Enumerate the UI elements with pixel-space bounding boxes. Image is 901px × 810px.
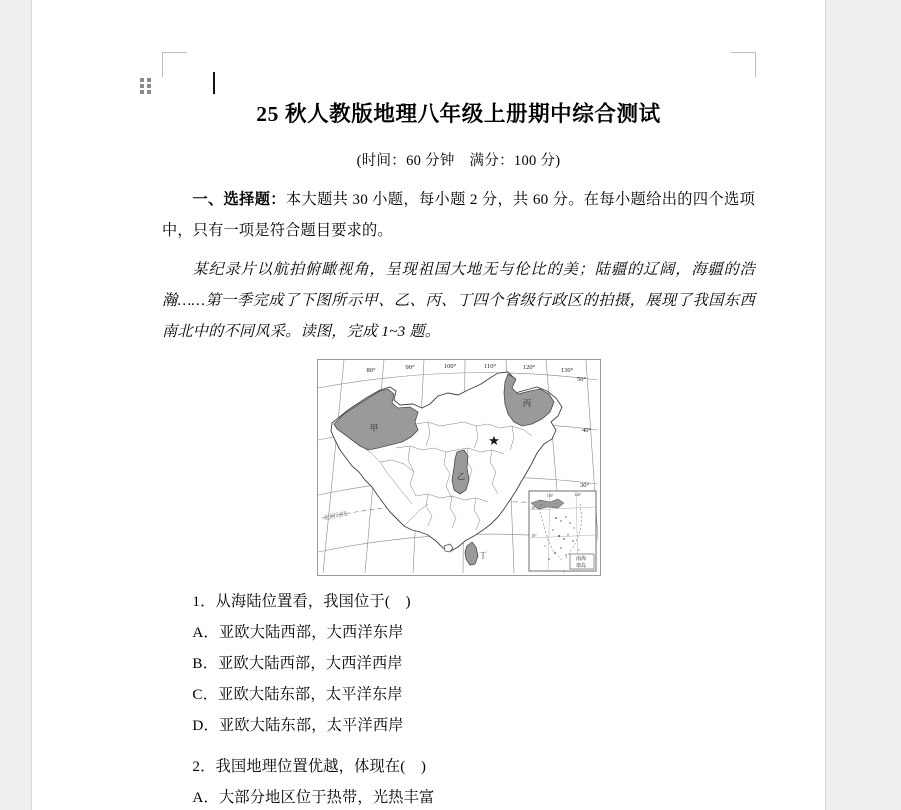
- region-label-jia: 甲: [369, 422, 378, 433]
- highlight-region-taiwan: [465, 542, 478, 565]
- section-one-paragraph: [162, 184, 755, 246]
- passage-paragraph: 某纪录片以航拍俯瞰视角，呈现祖国大地无与伦比的美；陆疆的辽阔，海疆的浩瀚……第一季完成了下图所示甲、乙、丙、丁四个省级行政区的拍摄，展现了我国东西南北中的不同风采。读图，完成 1~3 题。: [162, 260, 755, 340]
- svg-text:120°: 120°: [522, 363, 535, 371]
- tropic-of-cancer-label: 北回归线: [322, 511, 348, 522]
- inset-title-label-col2: 诸岛: [575, 563, 586, 569]
- question-2-text: 我国地理位置优越，体现在( ): [215, 757, 427, 775]
- section-one-label: 一、选择题：: [192, 190, 286, 208]
- question-1-number: 1．: [192, 592, 216, 610]
- question-1-option-a[interactable]: A．亚欧大陆西部，大西洋东岸: [192, 623, 404, 641]
- svg-text:50°: 50°: [576, 375, 586, 383]
- question-1-text: 从海陆位置看，我国位于( ): [215, 592, 411, 610]
- document-page[interactable]: [32, 0, 825, 810]
- region-label-ding: 丁: [478, 550, 487, 560]
- svg-text:130°: 130°: [560, 366, 573, 374]
- region-label-yi: 乙: [456, 471, 465, 481]
- page-title: 25 秋人教版地理八年级上册期中综合测试: [256, 102, 661, 126]
- document-body[interactable]: [162, 52, 755, 810]
- svg-text:20°: 20°: [530, 505, 537, 510]
- svg-text:40°: 40°: [581, 426, 591, 434]
- china-map-figure[interactable]: [317, 359, 601, 576]
- question-2-option-a[interactable]: A．大部分地区位于热带，光热丰富: [192, 788, 435, 806]
- question-1-stem: [162, 586, 755, 617]
- svg-text:110°: 110°: [546, 493, 553, 498]
- question-1-option-b[interactable]: B．亚欧大陆西部，大西洋西岸: [192, 654, 403, 672]
- question-2-stem: [162, 751, 755, 782]
- paragraph-drag-handle-icon[interactable]: [140, 78, 151, 95]
- south-china-sea-inset: [529, 491, 596, 571]
- china-map-svg: [318, 360, 598, 573]
- svg-text:100°: 100°: [443, 362, 456, 370]
- section-one-text: 本大题共 30 小题，每小题 2 分，共 60 分。在每小题给出的四个选项中，只有一项是符合题目要求的。: [162, 190, 756, 239]
- question-1-option-c[interactable]: C．亚欧大陆东部，太平洋东岸: [192, 685, 403, 703]
- svg-text:80°: 80°: [365, 366, 376, 374]
- svg-text:90°: 90°: [404, 363, 415, 371]
- figure-container: [162, 359, 755, 576]
- svg-text:30°: 30°: [579, 481, 589, 489]
- svg-text:110°: 110°: [483, 362, 496, 370]
- svg-text:10°: 10°: [530, 533, 537, 538]
- question-2-number: 2．: [192, 757, 216, 775]
- region-label-bing: 丙: [522, 397, 531, 408]
- exam-meta-line: (时间：60 分钟 满分：100 分): [356, 152, 561, 169]
- inset-title-label-col1: 南海: [575, 556, 586, 562]
- map-lon-tick-labels: [366, 363, 573, 374]
- svg-text:120°: 120°: [574, 492, 581, 497]
- question-1-option-d[interactable]: D．亚欧大陆东部，太平洋西岸: [192, 716, 404, 734]
